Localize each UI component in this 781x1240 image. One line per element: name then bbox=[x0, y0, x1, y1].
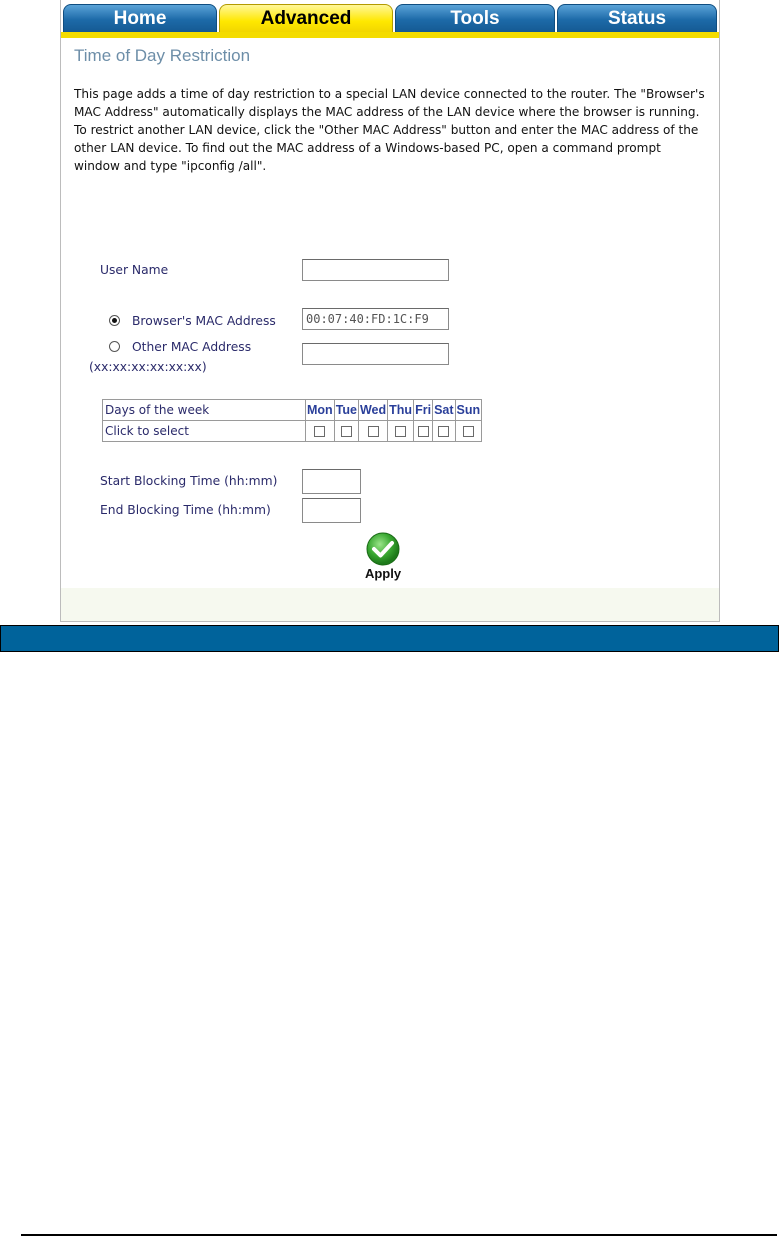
day-sun-checkbox[interactable] bbox=[463, 426, 474, 437]
end-time-label: End Blocking Time (hh:mm) bbox=[100, 503, 271, 517]
days-header-label: Days of the week bbox=[103, 400, 306, 421]
start-time-label: Start Blocking Time (hh:mm) bbox=[100, 474, 278, 488]
browser-mac-field[interactable] bbox=[302, 308, 449, 330]
other-mac-radio[interactable] bbox=[109, 341, 120, 352]
days-select-row bbox=[103, 421, 482, 442]
day-thu-checkbox[interactable] bbox=[395, 426, 406, 437]
day-thu-label: Thu bbox=[388, 400, 414, 421]
tab-underline bbox=[61, 32, 719, 38]
apply-label: Apply bbox=[364, 566, 402, 581]
panel-footer bbox=[61, 588, 719, 621]
start-time-input[interactable] bbox=[302, 469, 361, 494]
day-fri-label: Fri bbox=[414, 400, 433, 421]
day-fri-checkbox[interactable] bbox=[418, 426, 429, 437]
tab-advanced[interactable]: Advanced bbox=[219, 4, 393, 32]
tab-status[interactable]: Status bbox=[557, 4, 717, 32]
day-sat-cell bbox=[433, 421, 455, 442]
page-description: This page adds a time of day restriction to a special LAN device connected to the router. The "Browser's MAC Address" automatically displays the MAC address of the LAN device where the browser is running. To restrict another LAN device, click the "Other MAC Address" button and enter the MAC address of the other LAN device. To find out the MAC address of a Windows-based PC, open a command prompt window and type "ipconfig /all". bbox=[74, 87, 705, 173]
day-sat-checkbox[interactable] bbox=[438, 426, 449, 437]
checkmark-icon bbox=[357, 532, 409, 566]
user-name-input[interactable] bbox=[302, 259, 449, 281]
day-sun-label: Sun bbox=[455, 400, 482, 421]
day-wed-cell bbox=[358, 421, 387, 442]
day-tue-cell bbox=[334, 421, 358, 442]
day-mon-label: Mon bbox=[306, 400, 335, 421]
day-mon-cell bbox=[306, 421, 335, 442]
day-sat-label: Sat bbox=[433, 400, 455, 421]
section-bar bbox=[0, 625, 779, 652]
other-mac-input[interactable] bbox=[302, 343, 449, 365]
user-name-label: User Name bbox=[100, 263, 169, 277]
other-mac-hint: (xx:xx:xx:xx:xx:xx) bbox=[89, 360, 207, 374]
day-wed-label: Wed bbox=[358, 400, 387, 421]
content-area bbox=[65, 40, 713, 588]
page-footer-rule bbox=[21, 1234, 777, 1236]
day-sun-cell bbox=[455, 421, 482, 442]
browser-mac-radio[interactable] bbox=[109, 315, 120, 326]
tab-home[interactable]: Home bbox=[63, 4, 217, 32]
browser-mac-label: Browser's MAC Address bbox=[132, 314, 276, 328]
click-to-select-label: Click to select bbox=[103, 421, 306, 442]
days-header-row bbox=[103, 400, 482, 421]
router-panel bbox=[60, 0, 720, 622]
day-tue-checkbox[interactable] bbox=[341, 426, 352, 437]
day-fri-cell bbox=[414, 421, 433, 442]
page-title: Time of Day Restriction bbox=[74, 46, 251, 65]
nav-tabs bbox=[61, 0, 719, 40]
tab-tools[interactable]: Tools bbox=[395, 4, 555, 32]
days-of-week-table bbox=[102, 399, 482, 442]
apply-button[interactable] bbox=[357, 532, 409, 588]
end-time-input[interactable] bbox=[302, 498, 361, 523]
day-tue-label: Tue bbox=[334, 400, 358, 421]
other-mac-label: Other MAC Address bbox=[132, 340, 252, 354]
day-mon-checkbox[interactable] bbox=[314, 426, 325, 437]
day-thu-cell bbox=[388, 421, 414, 442]
day-wed-checkbox[interactable] bbox=[368, 426, 379, 437]
